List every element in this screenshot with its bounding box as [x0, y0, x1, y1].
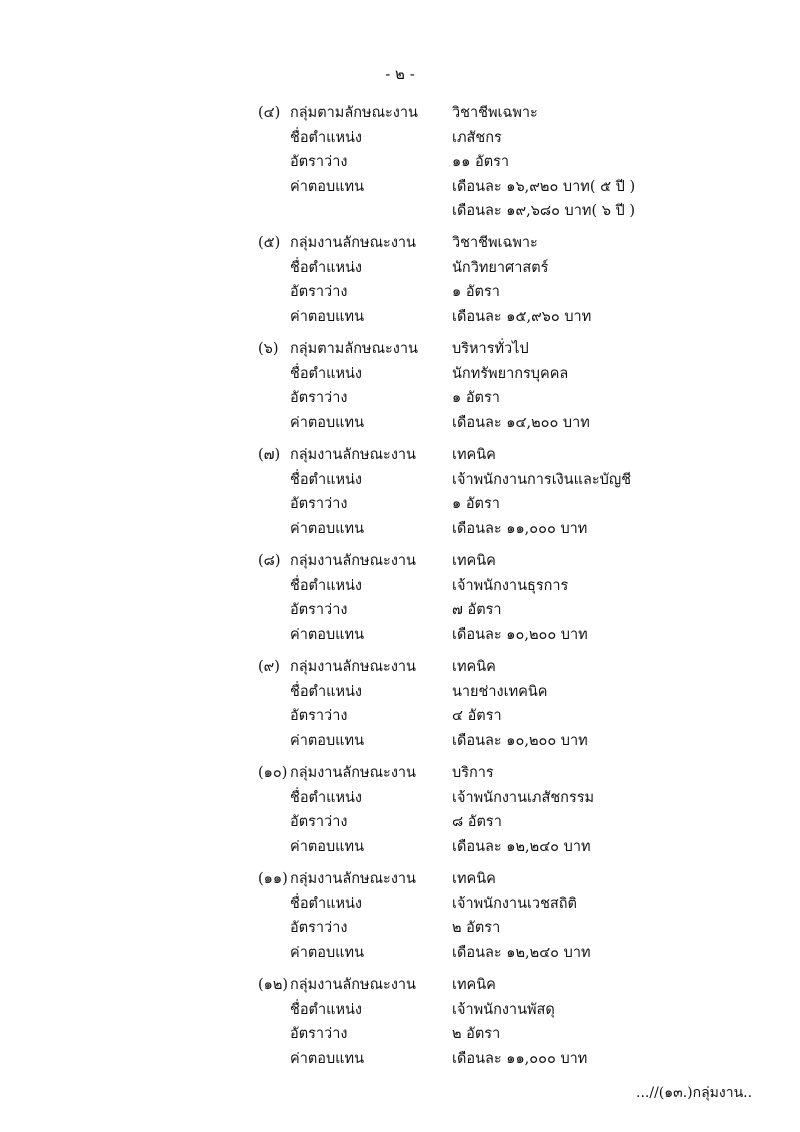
group-value: วิชาชีพเฉพาะ [452, 235, 538, 251]
vacancy-value: ๑๑ อัตรา [452, 154, 510, 170]
position-label: ชื่อตำแหน่ง [290, 789, 363, 806]
group-label: กลุ่มงานลักษณะงาน [290, 871, 416, 887]
group-label: กลุ่มงานลักษณะงาน [290, 235, 416, 251]
vacancy-label: อัตราว่าง [290, 284, 348, 300]
pay-row [0, 517, 800, 542]
pay-value: เดือนละ ๑๐,๒๐๐ บาท [452, 732, 588, 749]
group-row [0, 443, 800, 468]
group-value: เทคนิค [452, 659, 496, 675]
group-label: กลุ่มตามลักษณะงาน [290, 105, 418, 121]
pay-value: เดือนละ ๑๐,๒๐๐ บาท [452, 626, 588, 643]
position-group [0, 549, 800, 655]
position-row [0, 362, 800, 387]
vacancy-value: ๔ อัตรา [452, 708, 502, 724]
group-label: กลุ่มงานลักษณะงาน [290, 765, 416, 781]
pay-value: เดือนละ ๑๕,๙๖๐ บาท [452, 308, 592, 325]
position-row [0, 998, 800, 1023]
group-row [0, 973, 800, 998]
pay-label: ค่าตอบแทน [290, 308, 364, 325]
vacancy-row [0, 280, 800, 305]
pay-row [0, 835, 800, 860]
position-group [0, 761, 800, 867]
item-number: (๑๐) [258, 765, 288, 781]
group-label: กลุ่มตามลักษณะงาน [290, 341, 418, 357]
vacancy-value: ๗ อัตรา [452, 602, 502, 618]
item-number: (๑๒) [258, 977, 289, 993]
pay-label: ค่าตอบแทน [290, 414, 364, 431]
position-list [0, 101, 800, 1079]
position-label: ชื่อตำแหน่ง [290, 471, 363, 488]
item-number: (๖) [258, 341, 279, 357]
group-row [0, 231, 800, 256]
group-row [0, 337, 800, 362]
item-number: (๑๑) [258, 871, 288, 887]
item-number: (๘) [258, 553, 281, 569]
pay-label: ค่าตอบแทน [290, 178, 364, 195]
pay-label: ค่าตอบแทน [290, 626, 364, 643]
position-row [0, 256, 800, 281]
pay-value: เดือนละ ๑๑,๐๐๐ บาท [452, 1050, 588, 1067]
position-label: ชื่อตำแหน่ง [290, 1001, 363, 1018]
position-label: ชื่อตำแหน่ง [290, 577, 363, 594]
vacancy-label: อัตราว่าง [290, 814, 348, 830]
vacancy-value: ๘ อัตรา [452, 814, 502, 830]
vacancy-label: อัตราว่าง [290, 708, 348, 724]
position-value: เภสัชกร [452, 129, 502, 146]
item-number: (๕) [258, 235, 281, 251]
vacancy-row [0, 1022, 800, 1047]
pay-label: ค่าตอบแทน [290, 732, 364, 749]
pay-row [0, 623, 800, 648]
position-value: เจ้าพนักงานพัสดุ [452, 1001, 555, 1018]
vacancy-label: อัตราว่าง [290, 496, 348, 512]
position-label: ชื่อตำแหน่ง [290, 365, 363, 382]
item-number: (๔) [258, 105, 281, 121]
vacancy-label: อัตราว่าง [290, 154, 348, 170]
position-row [0, 892, 800, 917]
position-label: ชื่อตำแหน่ง [290, 683, 363, 700]
position-row [0, 574, 800, 599]
group-label: กลุ่มงานลักษณะงาน [290, 553, 416, 569]
pay-row [0, 1047, 800, 1072]
position-group [0, 231, 800, 337]
vacancy-value: ๑ อัตรา [452, 496, 500, 512]
group-value: เทคนิค [452, 871, 496, 887]
page-number: - ๒ - [385, 65, 415, 83]
group-label: กลุ่มงานลักษณะงาน [290, 447, 416, 463]
position-group [0, 101, 800, 231]
vacancy-row [0, 704, 800, 729]
vacancy-value: ๒ อัตรา [452, 920, 501, 936]
pay-value: เดือนละ ๑๑,๐๐๐ บาท [452, 520, 588, 537]
position-row [0, 786, 800, 811]
vacancy-value: ๑ อัตรา [452, 284, 500, 300]
position-value: นายช่างเทคนิค [452, 683, 548, 700]
vacancy-label: อัตราว่าง [290, 920, 348, 936]
vacancy-label: อัตราว่าง [290, 602, 348, 618]
position-value: นักทรัพยากรบุคคล [452, 365, 569, 382]
vacancy-row [0, 386, 800, 411]
pay-label: ค่าตอบแทน [290, 520, 364, 537]
group-label: กลุ่มงานลักษณะงาน [290, 659, 416, 675]
position-label: ชื่อตำแหน่ง [290, 129, 363, 146]
vacancy-row [0, 810, 800, 835]
position-row [0, 680, 800, 705]
pay-row [0, 729, 800, 754]
group-row [0, 761, 800, 786]
group-value: บริหารทั่วไป [452, 341, 529, 357]
pay-label: ค่าตอบแทน [290, 1050, 364, 1067]
position-group [0, 337, 800, 443]
position-value: นักวิทยาศาสตร์ [452, 259, 549, 276]
position-label: ชื่อตำแหน่ง [290, 259, 363, 276]
pay-row [0, 305, 800, 330]
position-group [0, 443, 800, 549]
group-row [0, 549, 800, 574]
group-value: เทคนิค [452, 977, 496, 993]
position-label: ชื่อตำแหน่ง [290, 895, 363, 912]
group-value: เทคนิค [452, 553, 496, 569]
group-label: กลุ่มงานลักษณะงาน [290, 977, 416, 993]
vacancy-row [0, 916, 800, 941]
position-value: เจ้าพนักงานธุรการ [452, 577, 569, 594]
position-group [0, 867, 800, 973]
continuation-note: ...//(๑๓.)กลุ่มงาน.. [636, 1085, 753, 1101]
group-value: บริการ [452, 765, 494, 781]
pay-value: เดือนละ ๑๒,๒๔๐ บาท [452, 838, 591, 855]
position-group [0, 973, 800, 1079]
vacancy-label: อัตราว่าง [290, 1026, 348, 1042]
pay-value: เดือนละ ๑๖,๙๒๐ บาท( ๕ ปี ) [452, 178, 636, 195]
group-row [0, 655, 800, 680]
group-value: เทคนิค [452, 447, 496, 463]
item-number: (๙) [258, 659, 280, 675]
group-row [0, 867, 800, 892]
vacancy-row [0, 492, 800, 517]
position-value: เจ้าพนักงานเภสัชกรรม [452, 789, 595, 806]
pay-row-secondary [0, 199, 800, 224]
pay-label: ค่าตอบแทน [290, 838, 364, 855]
item-number: (๗) [258, 447, 281, 463]
pay-row [0, 411, 800, 436]
vacancy-value: ๑ อัตรา [452, 390, 500, 406]
position-row [0, 468, 800, 493]
vacancy-value: ๒ อัตรา [452, 1026, 501, 1042]
group-row [0, 101, 800, 126]
position-value: เจ้าพนักงานเวชสถิติ [452, 895, 577, 912]
pay-row [0, 175, 800, 200]
pay-row [0, 941, 800, 966]
vacancy-label: อัตราว่าง [290, 390, 348, 406]
pay-value: เดือนละ ๑๒,๒๔๐ บาท [452, 944, 591, 961]
position-group [0, 655, 800, 761]
position-row [0, 126, 800, 151]
pay-value: เดือนละ ๑๔,๒๐๐ บาท [452, 414, 590, 431]
pay-label: ค่าตอบแทน [290, 944, 364, 961]
vacancy-row [0, 150, 800, 175]
position-value: เจ้าพนักงานการเงินและบัญชี [452, 471, 632, 488]
pay-value-secondary: เดือนละ ๑๙,๖๘๐ บาท( ๖ ปี ) [452, 203, 636, 219]
vacancy-row [0, 598, 800, 623]
group-value: วิชาชีพเฉพาะ [452, 105, 538, 121]
